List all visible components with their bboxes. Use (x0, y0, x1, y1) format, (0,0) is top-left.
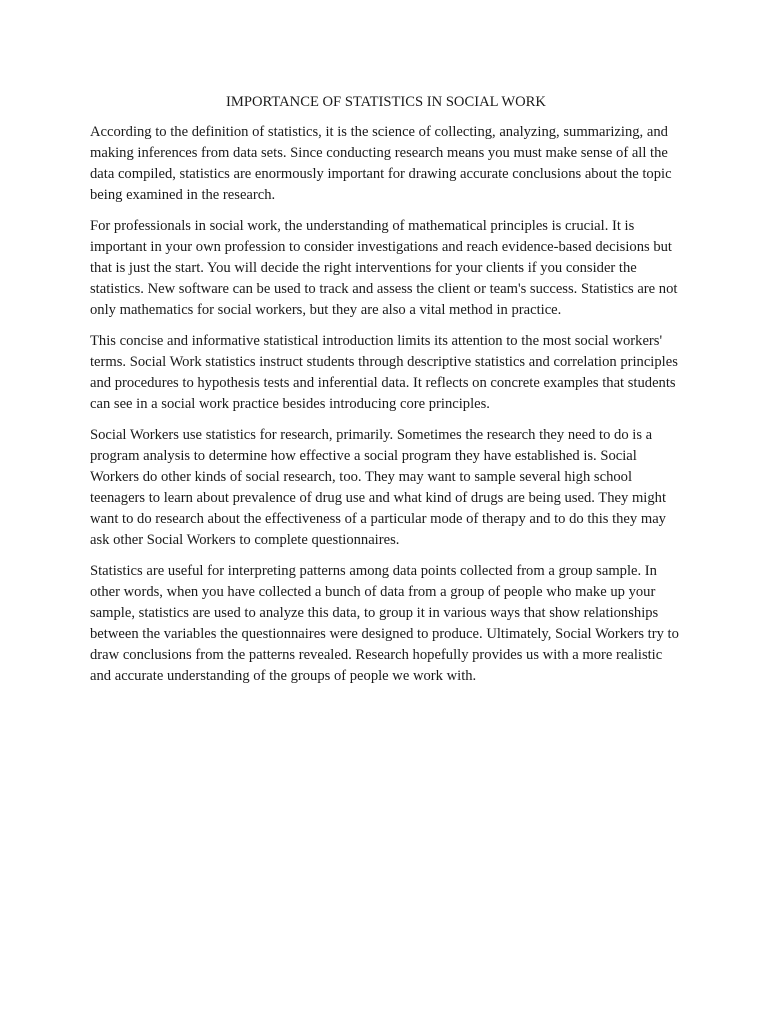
paragraph-1: According to the definition of statistics, it is the science of collecting, analyzing, summarizing, and making inferences from data sets. Since conducting research means you must make sense of all the data compiled, statistics are enormously important for drawing accurate conclusions about the topic being examined in the research. (90, 124, 672, 203)
paragraph-2: For professionals in social work, the understanding of mathematical principles is crucial. It is important in your own profession to consider investigations and reach evidence-based decisions but that is just the start. You will decide the right interventions for your clients if you consider the statistics. New software can be used to track and assess the client or team's success. Statistics are not only mathematics for social workers, but they are also a vital method in practice. (90, 218, 678, 318)
document-title: IMPORTANCE OF STATISTICS IN SOCIAL WORK (226, 94, 546, 110)
paragraph-3: This concise and informative statistical introduction limits its attention to the most social workers' terms. Social Work statistics instruct students through descriptive statistics and correlation principles and procedures to hypothesis tests and inferential data. It reflects on concrete examples that students can see in a social work practice besides introducing core principles. (90, 333, 678, 412)
document-body (90, 92, 682, 697)
paragraph-5: Statistics are useful for interpreting patterns among data points collected from a group sample. In other words, when you have collected a bunch of data from a group of people who make up your sample, statistics are used to analyze this data, to group it in various ways that show relationships between the variables the questionnaires were designed to produce. Ultimately, Social Workers try to draw conclusions from the patterns revealed. Research hopefully provides us with a more realistic and accurate understanding of the groups of people we work with. (90, 563, 679, 684)
paragraph-4: Social Workers use statistics for research, primarily. Sometimes the research they need to do is a program analysis to determine how effective a social program they have established is. Social Workers do other kinds of social research, too. They may want to sample several high school teenagers to learn about prevalence of drug use and what kind of drugs are being used. They might want to do research about the effectiveness of a particular mode of therapy and to do this they may ask other Social Workers to complete questionnaires. (90, 427, 666, 548)
